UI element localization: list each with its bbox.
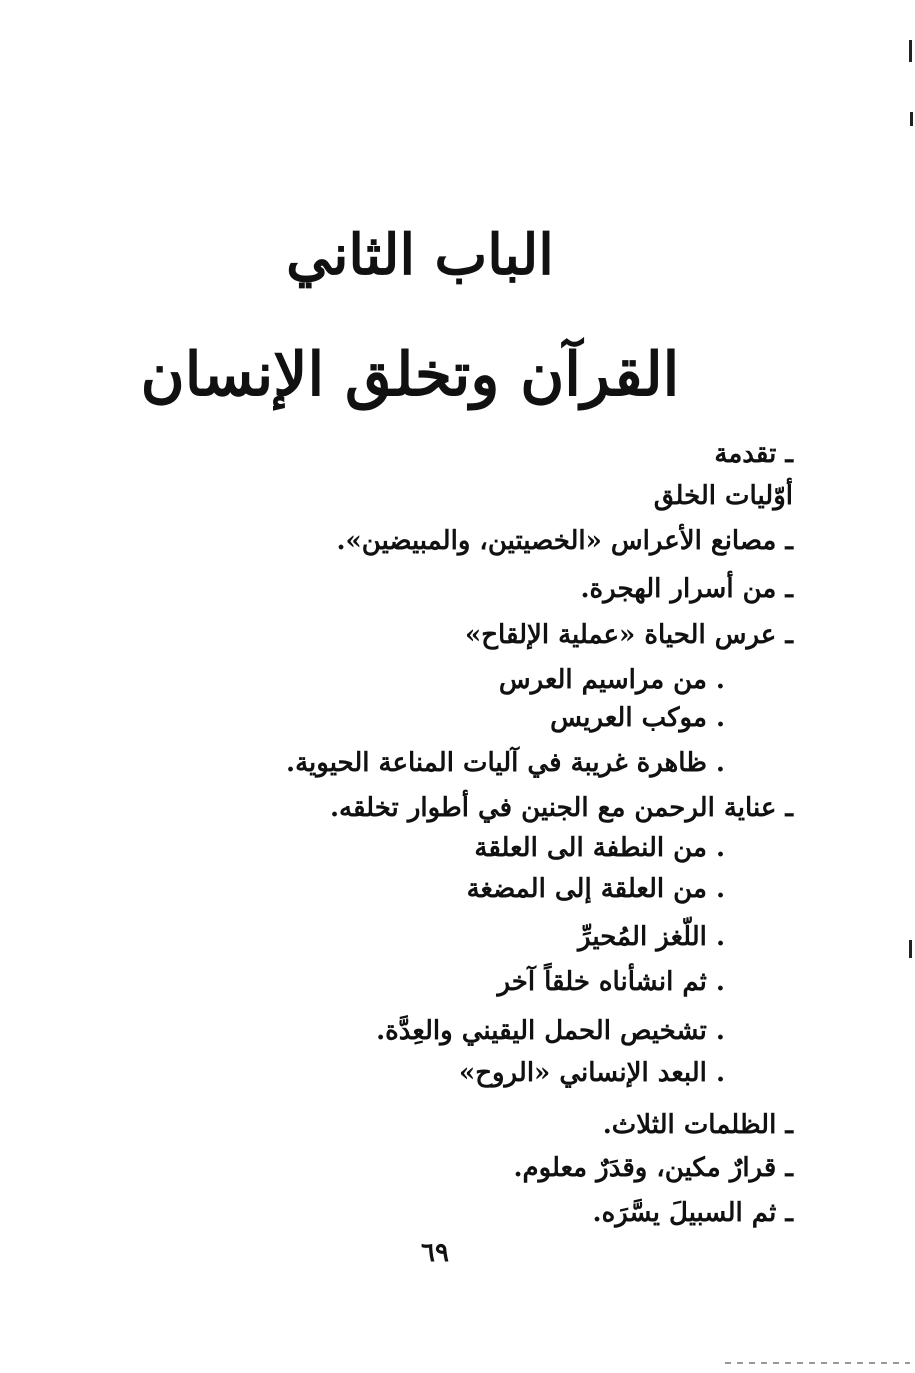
toc-item: ـ تقدمة	[714, 439, 793, 469]
toc-item: ـ الظلمات الثلاث.	[602, 1110, 793, 1140]
toc-item: ـ قرارٌ مكين، وقدَرٌ معلوم.	[513, 1153, 793, 1183]
scan-edge-mark	[910, 112, 913, 126]
toc-item: ـ عناية الرحمن مع الجنين في أطوار تخلقه.	[330, 793, 793, 823]
chapter-subtitle: القرآن وتخلق الإنسان	[140, 340, 680, 410]
toc-subitem: . ظاهرة غريبة في آليات المناعة الحيوية.	[286, 748, 725, 778]
toc-subitem: . موكب العريس	[550, 703, 725, 733]
toc-subitem: . من النطفة الى العلقة	[474, 833, 725, 863]
toc-item: ـ مصانع الأعراس «الخصيتين، والمبيضين».	[336, 526, 793, 556]
toc-item: أوّليات الخلق	[653, 481, 793, 511]
scan-edge-dots	[725, 1362, 910, 1364]
toc-item: ـ ثم السبيلَ يسَّرَه.	[592, 1198, 793, 1228]
toc-subitem: . ثم انشأناه خلقاً آخر	[497, 967, 725, 997]
toc-subitem: . من العلقة إلى المضغة	[466, 874, 725, 904]
toc-subitem: . تشخيص الحمل اليقيني والعِدَّة.	[376, 1016, 725, 1046]
toc-subitem: . اللّغز المُحيرِّ	[578, 922, 725, 952]
page-number: ٦٩	[421, 1238, 449, 1268]
toc-subitem: . من مراسيم العرس	[498, 665, 725, 695]
scan-edge-mark	[909, 940, 912, 958]
toc-item: ـ عرس الحياة «عملية الإلقاح»	[464, 620, 793, 650]
chapter-title: الباب الثاني	[286, 222, 554, 288]
toc-subitem: . البعد الإنساني «الروح»	[458, 1058, 725, 1088]
scan-edge-mark	[909, 40, 912, 62]
toc-item: ـ من أسرار الهجرة.	[580, 574, 793, 604]
